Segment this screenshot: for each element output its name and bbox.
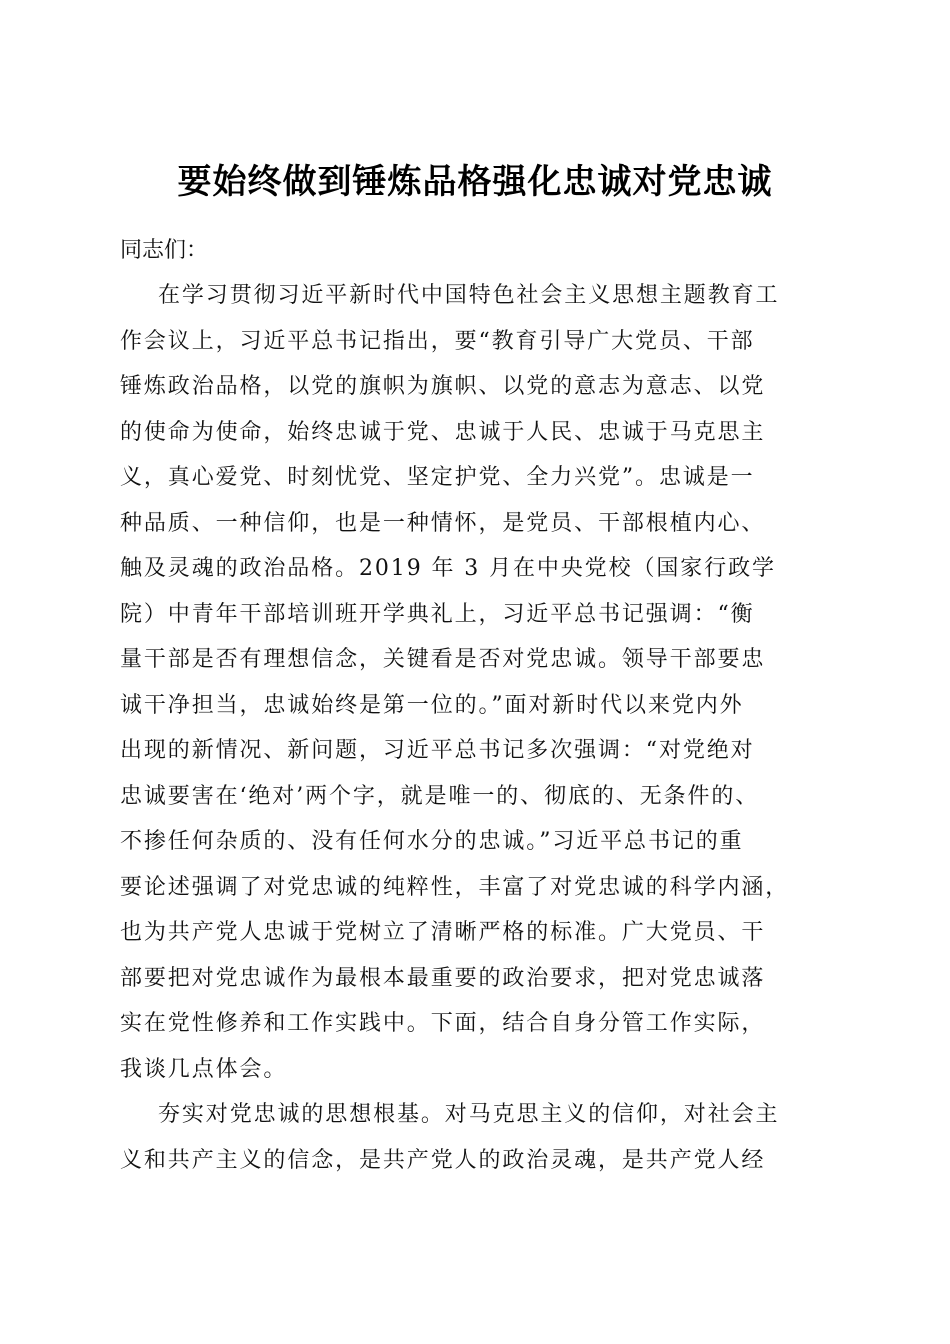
text-line: 夯实对党忠诚的思想根基。对马克思主义的信仰，对社会主 xyxy=(158,1102,780,1127)
text-line: 量干部是否有理想信念，关键看是否对党忠诚。领导干部要忠 xyxy=(120,647,766,672)
text-line: 作会议上，习近平总书记指出，要“教育引导广大党员、干部 xyxy=(120,328,755,354)
document-body xyxy=(120,228,836,1183)
text-line: 我谈几点体会。 xyxy=(120,1056,288,1082)
text-line: 实在党性修养和工作实践中。下面，结合自身分管工作实际， xyxy=(120,1011,766,1036)
text-line: 部要把对党忠诚作为最根本最重要的政治要求，把对党忠诚落 xyxy=(120,965,766,991)
text-line: 也为共产党人忠诚于党树立了清晰严格的标准。广大党员、干 xyxy=(120,920,766,945)
text-line: 在学习贯彻习近平新时代中国特色社会主义思想主题教育工 xyxy=(158,283,780,308)
salutation: 同志们： xyxy=(120,238,209,263)
text-line: 忠诚要害在‘绝对’两个字，就是唯一的、彻底的、无条件的、 xyxy=(120,783,760,809)
text-line: 义和共产主义的信念，是共产党人的政治灵魂，是共产党人经 xyxy=(120,1147,766,1173)
text-line: 不掺任何杂质的、没有任何水分的忠诚。”习近平总书记的重 xyxy=(120,829,744,854)
text-line: 诚干净担当，忠诚始终是第一位的。”面对新时代以来党内外 xyxy=(120,692,744,718)
text-line: 锤炼政治品格，以党的旗帜为旗帜、以党的意志为意志、以党 xyxy=(120,374,766,399)
paragraph-1 xyxy=(120,273,836,1092)
text-line: 的使命为使命，始终忠诚于党、忠诚于人民、忠诚于马克思主 xyxy=(120,419,766,445)
document-title: 要始终做到锤炼品格强化忠诚对党忠诚 xyxy=(177,161,773,202)
paragraph-2 xyxy=(120,1092,836,1183)
text-line: 种品质、一种信仰，也是一种情怀，是党员、干部根植内心、 xyxy=(120,510,766,536)
text-line: 出现的新情况、新问题，习近平总书记多次强调：“对党绝对 xyxy=(120,738,755,763)
text-line: 院）中青年干部培训班开学典礼上，习近平总书记强调：“衡 xyxy=(120,601,755,627)
text-line: 要论述强调了对党忠诚的纯粹性，丰富了对党忠诚的科学内涵， xyxy=(120,874,790,900)
text-line: 义，真心爱党、时刻忧党、坚定护党、全力兴党”。忠诚是一 xyxy=(120,465,755,490)
text-line: 触及灵魂的政治品格。2019 年 3 月在中央党校（国家行政学 xyxy=(120,556,776,581)
